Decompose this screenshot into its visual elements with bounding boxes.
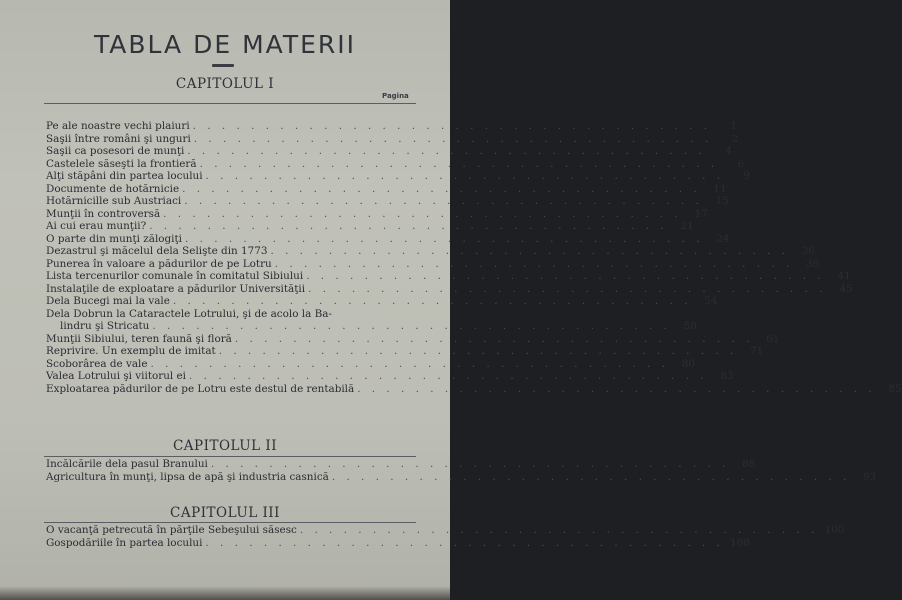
toc-leader-dots: . . . . . . . . . . . . . . . . . . . . . . . . . . . . . . . . . . . . <box>172 295 692 307</box>
toc-entry-page: 58 <box>683 320 697 332</box>
toc-entry-page: 4 <box>725 145 732 157</box>
toc-entry-title: Incălcările dela pasul Branului <box>46 458 208 470</box>
toc-entry <box>46 170 751 183</box>
toc-leader-dots: . . . . . . . . . . . . . . . . . . . . . . . . . . . . . . . . . . . . <box>163 207 682 220</box>
toc-entry <box>46 357 696 371</box>
toc-entry-page: 88 <box>742 458 756 470</box>
toc-entry-page: 85 <box>888 382 902 395</box>
toc-leader-dots: . . . . . . . . . . . . . . . . . . . . . . . . . . . . . . . . . . . . <box>308 282 827 295</box>
toc-entry-page: 61 <box>766 332 780 345</box>
toc-entry <box>46 295 718 308</box>
toc-entry-page: 9 <box>743 170 751 182</box>
toc-leader-dots: . . . . . . . . . . . . . . . . . . . . . . . . . . . . . . . . . . . . <box>149 220 668 232</box>
toc-leader-dots: . . . . . . . . . . . . . . . . . . . . . . . . . . . . . . . . . . . . <box>189 370 708 382</box>
toc-entry-title: Exploatarea pădurilor de pe Lotru este destul de rentabilă <box>46 382 355 395</box>
toc-entry-title: Gospodăriile în partea locului <box>46 536 203 549</box>
toc-entry <box>46 257 820 271</box>
toc-entry-title: Pe ale noastre vechi plaiuri <box>46 120 190 132</box>
toc-entry <box>46 282 853 296</box>
toc-entry <box>46 145 732 158</box>
toc-entry-page: 93 <box>863 470 877 483</box>
toc-entry-page: 15 <box>715 195 729 207</box>
toc-leader-dots: . . . . . . . . . . . . . . . . . . . . . . . . . . . . . . . . . . . . <box>331 470 851 483</box>
toc-leader-dots: . . . . . . . . . . . . . . . . . . . . . . . . . . . . . . . . . . . . <box>187 145 706 157</box>
toc-entry-title: Saşii ca posesori de munţi <box>46 145 185 157</box>
chapter-heading-2: CAPITOLUL II <box>172 438 278 454</box>
toc-leader-dots: . . . . . . . . . . . . . . . . . . . . . . . . . . . . . . . . . . . . <box>193 132 713 145</box>
toc-entry <box>46 157 745 171</box>
toc-entry-title: Reprivire. Un exemplu de imitat <box>46 345 216 357</box>
toc-entry-title: Alţi stăpâni din partea locului <box>46 170 203 182</box>
toc-entry-title: Saşii între români şi unguri <box>46 132 191 145</box>
page-title: TABLA DE MATERII <box>93 30 357 59</box>
toc-entry <box>60 320 697 333</box>
toc-entry <box>46 458 756 471</box>
page-shadow <box>0 586 450 600</box>
toc-entry-title: O parte din munţi zălogiţi <box>46 232 182 245</box>
toc-entry-page: 45 <box>839 282 853 295</box>
toc-entry-page: 21 <box>680 220 694 232</box>
toc-leader-dots: . . . . . . . . . . . . . . . . . . . . . . . . . . . . . . . . . . . . <box>274 257 794 270</box>
chapter-2-rule <box>44 456 416 457</box>
toc-entry <box>46 232 730 246</box>
toc-entry-title: lindru şi Stricatu <box>60 320 150 332</box>
toc-entry-title: Castelele săseşti la frontieră <box>46 157 197 170</box>
toc-leader-dots: . . . . . . . . . . . . . . . . . . . . . . . . . . . . . . . . . . . . <box>205 170 725 182</box>
pagina-label: Pagina <box>382 92 409 100</box>
toc-entry-title: Punerea în valoare a pădurilor de pe Lotru <box>46 257 272 270</box>
toc-leader-dots: . . . . . . . . . . . . . . . . . . . . . . . . . . . . . . . . . . . . <box>152 320 671 332</box>
toc-entry <box>46 470 877 484</box>
toc-entry-page: 71 <box>750 345 764 357</box>
toc-leader-dots: . . . . . . . . . . . . . . . . . . . . . . . . . . . . . . . . . . . . <box>192 120 712 132</box>
toc-entry-page: 36 <box>801 245 815 257</box>
toc-entry-title: Lista tercenurilor comunale în comitatul Sibiului <box>46 270 304 282</box>
toc-entry <box>46 245 815 258</box>
toc-entry-title: Munţii Sibiului, teren faună şi floră <box>46 332 232 345</box>
toc-entry-title: Hotărnicille sub Austriaci <box>46 195 182 207</box>
toc-leader-dots: . . . . . . . . . . . . . . . . . . . . . . . . . . . . . . . . . . . . <box>234 332 754 345</box>
toc-entry <box>46 120 738 133</box>
toc-leader-dots: . . . . . . . . . . . . . . . . . . . . . . . . . . . . . . . . . . . . <box>270 245 789 257</box>
toc-entry <box>46 132 739 146</box>
toc-entry-page: 39 <box>806 257 820 270</box>
toc-entry-title: Dela Dobrun la Cataractele Lotrului, şi de acolo la Ba- <box>46 307 332 320</box>
toc-entry <box>46 345 764 358</box>
toc-entry <box>46 370 734 383</box>
toc-entry-title: Agricultura în munţi, lipsa de apă şi industria casnică <box>46 470 329 483</box>
toc-entry <box>46 524 845 537</box>
toc-entry-title: Scoborârea de vale <box>46 357 148 370</box>
toc-entry-title: Documente de hotărnicie <box>46 182 180 195</box>
toc-leader-dots: . . . . . . . . . . . . . . . . . . . . . . . . . . . . . . . . . . . . <box>218 345 738 357</box>
toc-entry-title: Instalaţile de exploatare a pădurilor Universităţii <box>46 282 306 295</box>
toc-entry-title: Ai cui erau munţii? <box>46 220 147 232</box>
toc-entry <box>46 220 694 233</box>
title-ornament <box>212 64 234 67</box>
toc-leader-dots: . . . . . . . . . . . . . . . . . . . . . . . . . . . . . . . . . . . . <box>210 458 730 470</box>
toc-entry <box>46 270 851 283</box>
chapter-heading-3: CAPITOLUL III <box>170 505 280 521</box>
chapter-3-rule <box>44 522 416 523</box>
toc-entry-page: 6 <box>737 157 745 170</box>
toc-entry <box>46 207 708 221</box>
toc-leader-dots: . . . . . . . . . . . . . . . . . . . . . . . . . . . . . . . . . . . . <box>205 536 724 549</box>
toc-leader-dots: . . . . . . . . . . . . . . . . . . . . . . . . . . . . . . . . . . . . <box>299 524 819 536</box>
toc-entry-page: 83 <box>720 370 734 382</box>
toc-entry-page: 54 <box>704 295 718 307</box>
toc-entry-page: 41 <box>837 270 851 282</box>
toc-entry <box>46 308 416 321</box>
toc-leader-dots: . . . . . . . . . . . . . . . . . . . . . . . . . . . . . . . . . . . . <box>150 357 670 370</box>
toc-entry-page: 80 <box>681 357 696 370</box>
toc-leader-dots: . . . . . . . . . . . . . . . . . . . . . . . . . . . . . . . . . . . . <box>185 232 704 245</box>
toc-leader-dots: . . . . . . . . . . . . . . . . . . . . . . . . . . . . . . . . . . . . <box>306 270 825 282</box>
toc-entry-title: O vacanţă petrecută în părţile Sebeşului săsesc <box>46 524 297 536</box>
toc-entry-page: 2 <box>731 132 739 145</box>
toc-entry <box>46 332 780 346</box>
chapter-heading-1: CAPITOLUL I <box>175 76 275 92</box>
toc-leader-dots: . . . . . . . . . . . . . . . . . . . . . . . . . . . . . . . . . . . . <box>199 157 719 170</box>
toc-entry <box>46 382 902 396</box>
toc-entry-title: Dezastrul şi măcelul dela Selişte din 1773 <box>46 245 268 257</box>
toc-entry-title: Dela Bucegi mai la vale <box>46 295 170 307</box>
toc-leader-dots: . . . . . . . . . . . . . . . . . . . . . . . . . . . . . . . . . . . . <box>184 195 703 207</box>
toc-entry <box>46 195 729 208</box>
toc-entry-page: 17 <box>694 207 708 220</box>
toc-entry-title: Valea Lotrului şi viitorul ei <box>46 370 187 382</box>
toc-entry-title: Munţii în controversă <box>46 207 161 220</box>
toc-entry <box>46 182 727 196</box>
toc-entry <box>46 536 750 550</box>
toc-entry-page: 100 <box>824 524 845 536</box>
toc-leader-dots: . . . . . . . . . . . . . . . . . . . . . . . . . . . . . . . . . . . . <box>357 382 876 395</box>
toc-leader-dots: . . . . . . . . . . . . . . . . . . . . . . . . . . . . . . . . . . . . <box>182 182 701 195</box>
toc-entry-page: 24 <box>716 232 730 245</box>
header-rule <box>44 103 416 104</box>
toc-entry-page: 1 <box>730 120 738 132</box>
toc-entry-page: 11 <box>713 182 727 195</box>
toc-entry-page: 108 <box>730 536 750 549</box>
